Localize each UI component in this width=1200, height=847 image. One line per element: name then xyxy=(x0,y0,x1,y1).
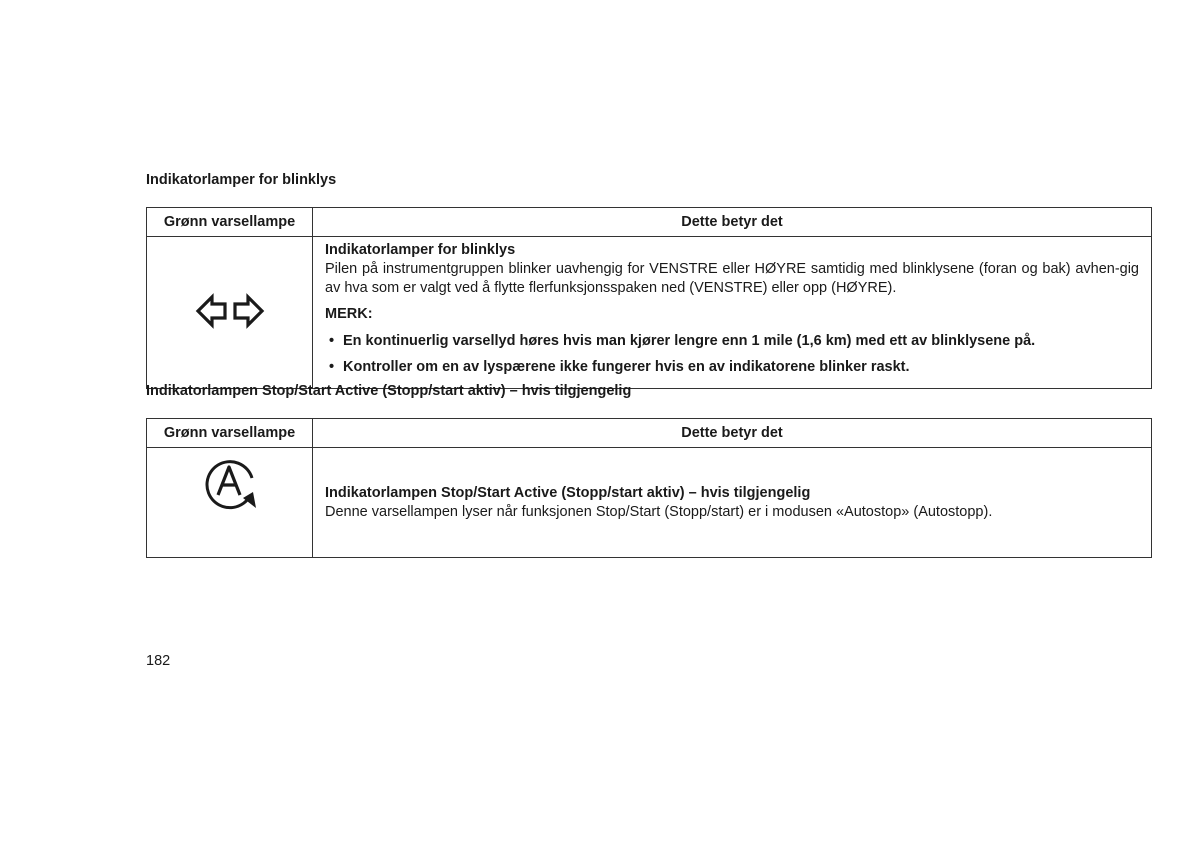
table-header-row xyxy=(147,419,1152,448)
table-row xyxy=(147,448,1152,558)
list-item: • Kontroller om en av lyspærene ikke fungerer hvis en av indikatorene blinker raskt. xyxy=(325,358,1139,377)
icon-cell xyxy=(147,448,313,558)
stop-start-table xyxy=(146,418,1152,558)
row-body: Pilen på instrumentgruppen blinker uavhengig for VENSTRE eller HØYRE samtidig med blinklysene (foran og bak) avhen-gig av hva som er valgt ved å flytte flerfunksjonsspaken ned (VENSTRE) eller opp (HØYRE). xyxy=(325,261,1139,296)
icon-cell xyxy=(147,237,313,389)
row-body: Denne varsellampen lyser når funksjonen Stop/Start (Stopp/start) er i modusen «Autostop» (Autostopp). xyxy=(325,503,993,520)
column-header-lamp: Grønn varsellampe xyxy=(147,419,313,448)
table-row xyxy=(147,237,1152,389)
section-heading-turn-signals: Indikatorlamper for blinklys xyxy=(146,172,337,188)
section-heading-stop-start: Indikatorlampen Stop/Start Active (Stopp/start aktiv) – hvis tilgjengelig xyxy=(146,383,632,399)
column-header-meaning: Dette betyr det xyxy=(313,208,1152,237)
row-title: Indikatorlampen Stop/Start Active (Stopp/start aktiv) – hvis tilgjengelig xyxy=(325,484,811,501)
turn-signal-table xyxy=(146,207,1152,389)
column-header-meaning: Dette betyr det xyxy=(313,419,1152,448)
turn-signal-arrows-icon xyxy=(195,289,265,333)
description-cell xyxy=(313,448,1152,558)
auto-stop-start-icon xyxy=(198,456,262,512)
page-number: 182 xyxy=(146,653,171,669)
note-label: MERK: xyxy=(325,306,373,322)
description-cell xyxy=(313,237,1152,389)
row-title: Indikatorlamper for blinklys xyxy=(325,242,516,258)
list-item: • En kontinuerlig varsellyd høres hvis man kjører lengre enn 1 mile (1,6 km) med ett av blinklysene på. xyxy=(325,332,1139,351)
note-list xyxy=(325,332,1139,377)
table-header-row xyxy=(147,208,1152,237)
column-header-lamp: Grønn varsellampe xyxy=(147,208,313,237)
